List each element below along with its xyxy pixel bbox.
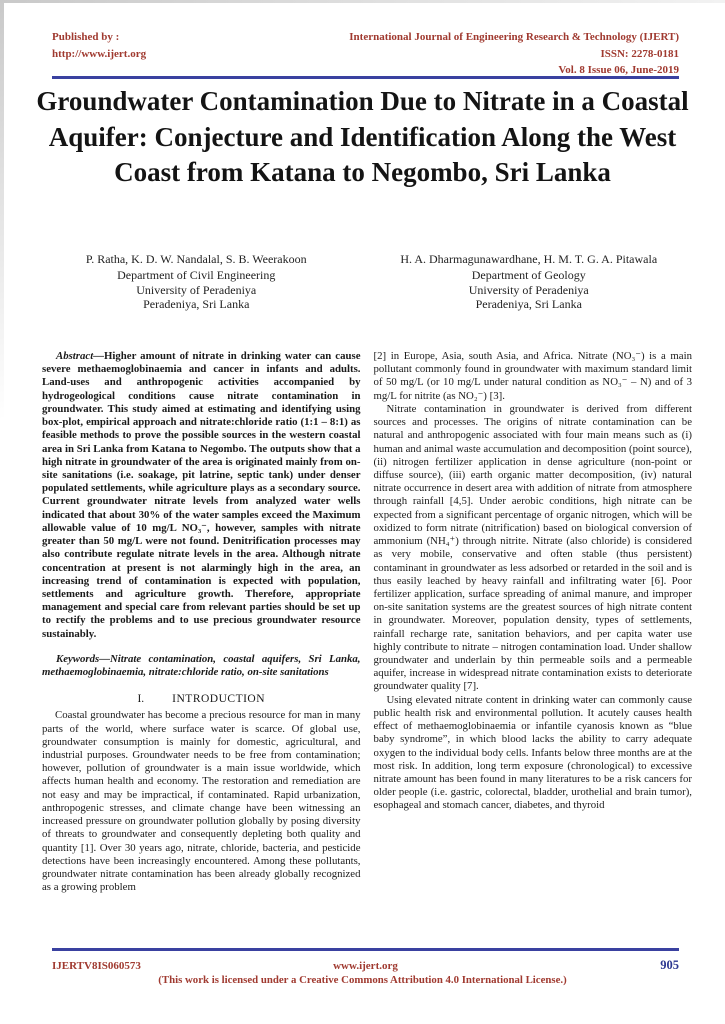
keywords-text: Nitrate contamination, coastal aquifers, Sri Lanka, methaemoglobinaemia, nitrate:chloride ratio, on-site sanitations xyxy=(42,652,361,679)
author-block-1 xyxy=(30,252,363,312)
author-department: Department of Geology xyxy=(471,267,586,282)
two-column-body xyxy=(42,350,692,894)
manuscript-id: IJERTV8IS060573 xyxy=(52,960,141,972)
author-names: P. Ratha, K. D. W. Nandalal, S. B. Weerakoon xyxy=(85,252,307,266)
page-header xyxy=(52,29,679,79)
published-by-label: Published by : xyxy=(52,31,120,43)
publisher-info xyxy=(52,29,146,79)
header-rule xyxy=(52,76,679,79)
section-heading-introduction xyxy=(42,692,361,706)
footer-url: www.ijert.org xyxy=(333,960,398,972)
section-title: INTRODUCTION xyxy=(172,693,266,706)
publisher-url: http://www.ijert.org xyxy=(52,47,147,60)
section-number: I. xyxy=(137,693,145,706)
author-block-2 xyxy=(363,252,696,312)
intro-paragraph: Coastal groundwater has become a precious resource for man in many parts of the world, where surface water is scarce. Of global use, groundwater consumption is mainly for domestic, agricultural, and industrial purposes. Groundwater needs to be free from contamination; however, pollution of groundwater is a main issue worldwide, which affects human health and economy. The restoration and remediation are not easy and may be impractical, if contaminated. Rapid urbanization, anthropogenic stresses, and climate change have been witnessing an increased pressure on groundwater pollution globally by posing diversity of threats to groundwater and consequently depleting both quality and quantity [1]. Over 30 years ago, nitrate, chloride, bacteria, and pesticide detections have been increasingly encountered. Among these pollutants, groundwater nitrate contamination has been already globally recognized as a growing problem xyxy=(42,709,361,894)
journal-name: International Journal of Engineering Research & Technology (IJERT) xyxy=(349,31,679,43)
authors-row xyxy=(30,252,695,312)
author-university: University of Peradeniya xyxy=(136,282,257,297)
author-location: Peradeniya, Sri Lanka xyxy=(143,297,250,312)
body-paragraph-3: Using elevated nitrate content in drinking water can commonly cause public health risk and environmental pollution. It acutely causes health effect of methaemoglobinaemia or infantile cyanosis known as “blue baby syndrome”, in which blood lacks the ability to carry adequate oxygen to the individual body cells. Infants below three months are at the most risk. In addition, long term exposure (chronological) to excessive nitrate amount has been found in many literatures to be a risk cancers for older people (i.e. gastric, colorectal, bladder, urothelial and brain tumor), esophageal and stomach cancer, diabetes, and thyroid xyxy=(373,693,692,812)
scan-edge-top xyxy=(0,0,725,3)
journal-issn: ISSN: 2278-0181 xyxy=(600,47,679,60)
keywords-label: Keywords— xyxy=(56,652,110,665)
page-footer xyxy=(0,948,725,986)
abstract-label: Abstract— xyxy=(56,350,104,362)
scan-edge-left xyxy=(0,0,4,420)
journal-info xyxy=(349,29,679,79)
author-names: H. A. Dharmagunawardhane, H. M. T. G. A. Pitawala xyxy=(400,252,658,266)
abstract-paragraph xyxy=(42,350,361,641)
right-column xyxy=(374,350,693,894)
author-location: Peradeniya, Sri Lanka xyxy=(475,297,582,312)
paper-title xyxy=(0,84,725,191)
body-paragraph-1: [2] in Europe, Asia, south Asia, and Africa. Nitrate (NO₃⁻) is a main pollutant commonly found in groundwater with maximum standard limit of 50 mg/L (or 10 mg/L under natural condition as NO₃⁻ – N) and of 3 mg/L for nitrite (as NO₂⁻) [3]. xyxy=(373,350,692,402)
keywords-paragraph xyxy=(42,653,361,679)
footer-row xyxy=(0,951,725,973)
paper-title-text: Groundwater Contamination Due to Nitrate in a Coastal Aquifer: Conjecture and Identification Along the West Coast from Katana to Negombo, Sri Lanka xyxy=(36,86,689,188)
abstract-text: Higher amount of nitrate in drinking water can cause severe methaemoglobinaemia and cancer in infants and adults. Land-uses and anthropogenic activities accompanied by hydrogeological conditions cause nitrate contamination in groundwater. This study aimed at estimating and identifying using box-plot, empirical approach and nitrate:chloride ratio (1:1 – 8:1) as feasible methods to prove the possible sources in the western coastal area in Sri Lanka from Katana to Negombo. The outputs show that a high nitrate in groundwater of the area is originated mainly from on-site sanitations (i.e. soakage, pit latrine, septic tank) under denser populated settlements, while agriculture plays as a secondary source. Current groundwater nitrate levels from analyzed water wells indicated that about 30% of the water samples exceed the Maximum allowable value of 10 mg/L NO₃⁻, however, samples with nitrate greater than 50 mg/L were not found. Denitrification processes may also contribute regulate nitrate levels in the area. Although nitrate concentration at present is not alarmingly high in the area, an increasing trend of contamination is expected with population, settlements and agriculture growth. Therefore, appropriate management and special care from relevant parties should be set up to rectify the problems and to use precious groundwater resource sustainably. xyxy=(42,350,361,640)
journal-volume: Vol. 8 Issue 06, June-2019 xyxy=(558,64,679,76)
body-paragraph-2: Nitrate contamination in groundwater is derived from different sources and processes. The origins of nitrate contamination can be natural and anthropogenic associated with four main means such as (i) human and animal waste accumulation and decomposition (point source), (ii) nitrogen fertilizer application in dense agriculture (non-point or diffuse source), (iii) earth organic matter decomposition, (iv) natural nitrate occurrence in desert area with addition of nitrate from atmosphere through rainfall [4,5]. Under aerobic conditions, high nitrate can be expected from a significant percentage of organic nitrogen, which will be oxidized to form nitrate (nitrification) based on biological conversion of ammonium (NH₄⁺) through nitrite. Nitrate (also chloride) is considered as very mobile, conservative and often stable (thus persistent) contaminant in groundwater as less adsorbed or retarded in the soil and is thus easily leached by heavy rainfall and infiltrating water [6]. Poor fertilizer application, surface spreading of animal manure, and improper on-site sanitation systems are the greatest sources of high nitrate content in groundwater. Moreover, population density, types of settlements, rainfall recharge rate, sanitation behaviors, and per capita water use highly contribute to nitrate – nitrogen contamination load. Under shallow groundwater and underlain by thin permeable soils and a permeable aquifer, increase in widespread nitrate contamination exists to deteriorate groundwater quality [7]. xyxy=(373,402,692,693)
left-column xyxy=(42,350,361,894)
author-university: University of Peradeniya xyxy=(468,282,589,297)
license-note: (This work is licensed under a Creative Commons Attribution 4.0 International License.) xyxy=(158,974,567,986)
page-number: 905 xyxy=(660,958,679,972)
author-department: Department of Civil Engineering xyxy=(117,267,276,282)
